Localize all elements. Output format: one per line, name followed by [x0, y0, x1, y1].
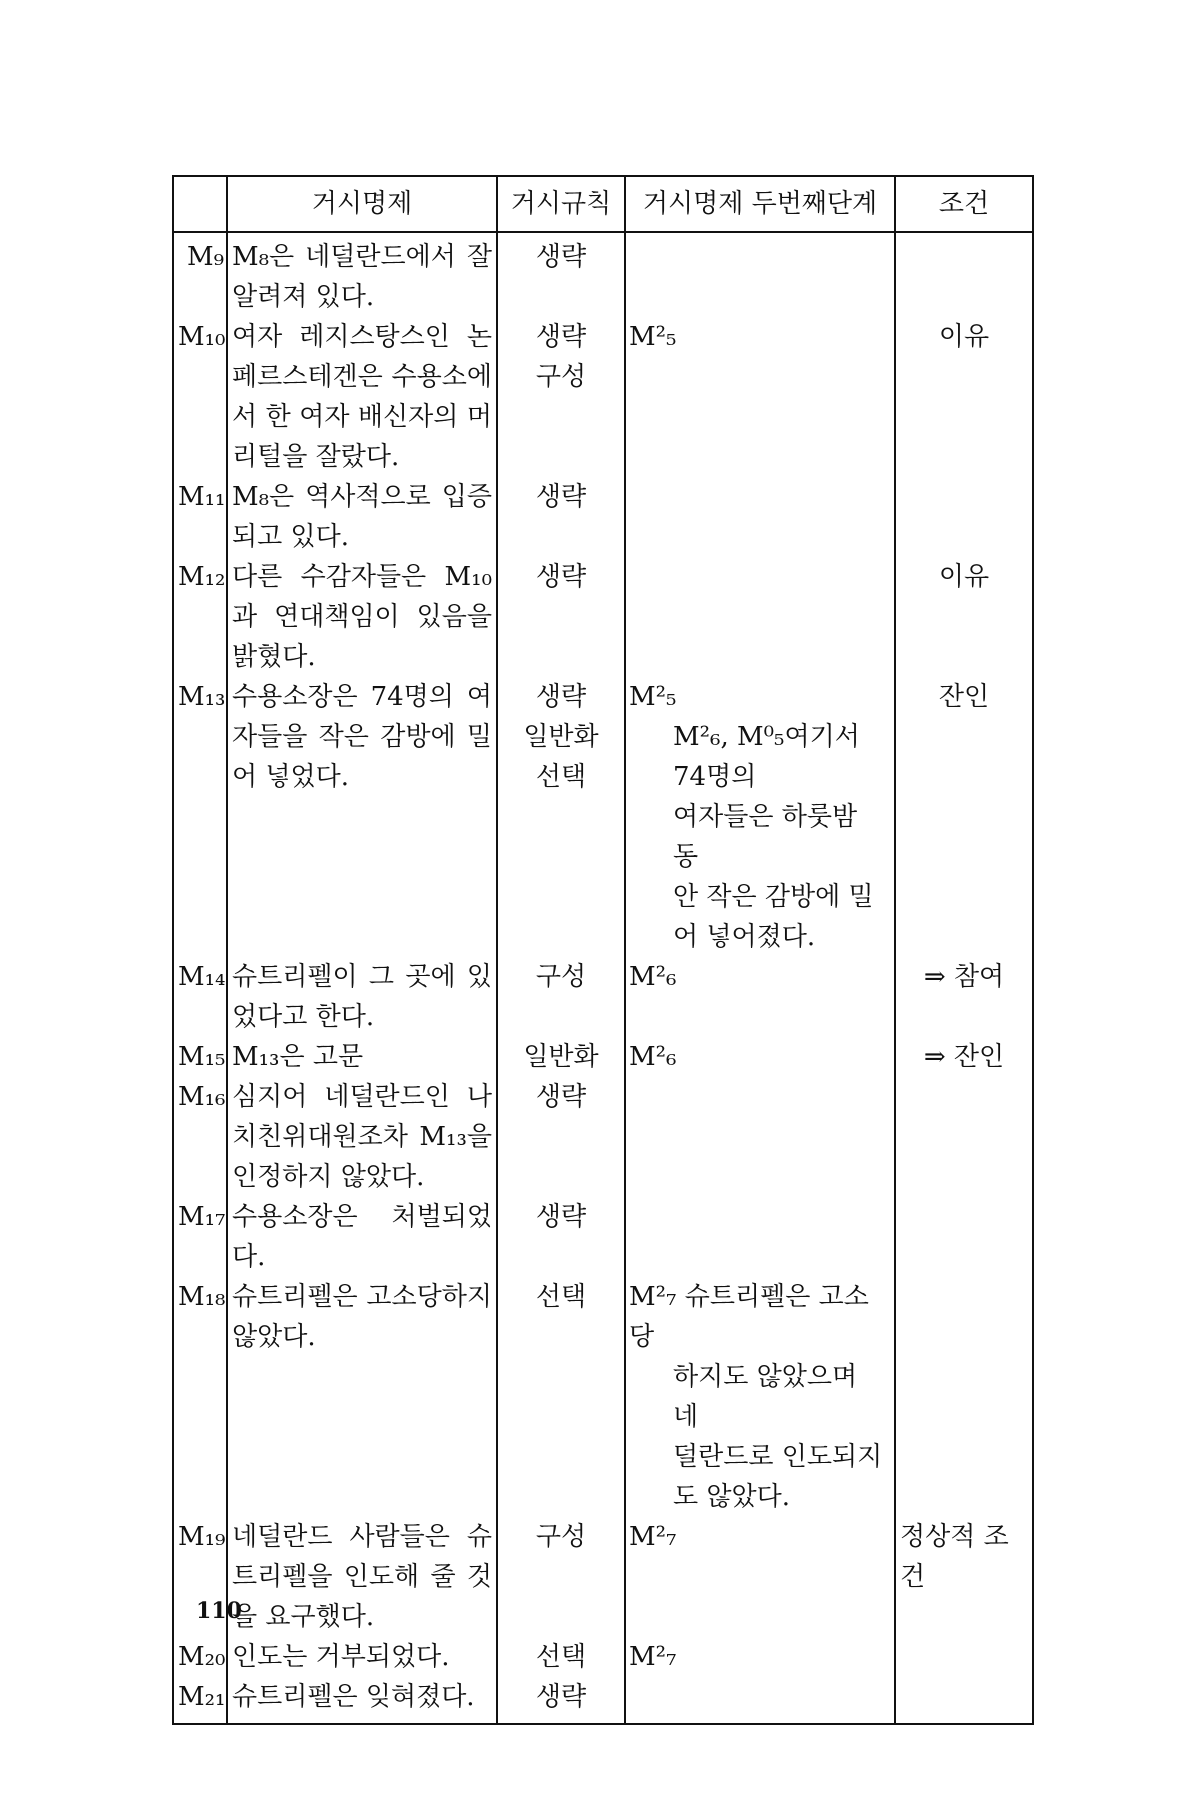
- macrostructure-table: [172, 175, 1034, 1725]
- row-id: M₁₆: [173, 1077, 227, 1197]
- row-second-stage: [625, 1077, 895, 1197]
- second-stage-line: M²₇: [629, 1522, 677, 1552]
- row-id: M₁₀: [173, 317, 227, 477]
- row-proposition: 슈트리펠은 고소당하지 않았다.: [227, 1277, 497, 1517]
- row-rules: [497, 557, 625, 677]
- table-row: [173, 1517, 1033, 1637]
- row-rules: [497, 317, 625, 477]
- page-number: 110: [196, 1598, 242, 1624]
- rule-item: 선택: [535, 1282, 587, 1312]
- rule-item: 생략: [535, 1082, 587, 1112]
- row-condition: ⇒ 잔인: [895, 1037, 1033, 1077]
- rule-item: 생략: [535, 1682, 587, 1712]
- table-row: [173, 677, 1033, 957]
- row-id: M₁₈: [173, 1277, 227, 1517]
- table-row: [173, 1277, 1033, 1517]
- row-proposition: M₈은 역사적으로 입증되고 있다.: [227, 477, 497, 557]
- row-id: M₂₁: [173, 1677, 227, 1724]
- row-condition: 이유: [895, 557, 1033, 677]
- table-row: [173, 1197, 1033, 1277]
- row-second-stage: [625, 232, 895, 317]
- row-second-stage: [625, 1517, 895, 1637]
- second-stage-line: 여자들은 하룻밤 동: [673, 802, 858, 872]
- row-second-stage: [625, 957, 895, 1037]
- rule-item: 생략: [535, 562, 587, 592]
- row-id: M₁₇: [173, 1197, 227, 1277]
- rule-item: 선택: [535, 762, 587, 792]
- row-rules: [497, 1197, 625, 1277]
- second-stage-line: 어 넣어졌다.: [673, 922, 816, 952]
- row-rules: [497, 232, 625, 317]
- rule-item: 생략: [535, 322, 587, 352]
- row-condition: [895, 232, 1033, 317]
- table-row: [173, 957, 1033, 1037]
- row-condition: 잔인: [895, 677, 1033, 957]
- row-rules: [497, 677, 625, 957]
- second-stage-line: M²₆, M⁰₅여기서 74명의: [673, 722, 860, 792]
- row-rules: [497, 1637, 625, 1677]
- row-proposition: 인도는 거부되었다.: [227, 1637, 497, 1677]
- row-second-stage: [625, 677, 895, 957]
- second-stage-line: M²₆: [629, 1042, 677, 1072]
- table-row: [173, 1637, 1033, 1677]
- rule-item: 생략: [535, 1202, 587, 1232]
- row-proposition: M₁₃은 고문: [227, 1037, 497, 1077]
- rule-item: 일반화: [523, 1042, 599, 1072]
- second-stage-line: 하지도 않았으며 네: [673, 1362, 858, 1432]
- row-second-stage: [625, 317, 895, 477]
- row-proposition: 슈트리펠은 잊혀졌다.: [227, 1677, 497, 1724]
- row-proposition: M₈은 네덜란드에서 잘 알려져 있다.: [227, 232, 497, 317]
- row-id: M₁₁: [173, 477, 227, 557]
- header-rule: 거시규칙: [497, 176, 625, 232]
- row-proposition: 수용소장은 처벌되었다.: [227, 1197, 497, 1277]
- rule-item: 선택: [535, 1642, 587, 1672]
- row-second-stage: [625, 1677, 895, 1724]
- row-id: M₂₀: [173, 1637, 227, 1677]
- row-second-stage: [625, 1037, 895, 1077]
- row-rules: [497, 1077, 625, 1197]
- rule-item: 생략: [535, 242, 587, 272]
- table-row: [173, 317, 1033, 477]
- second-stage-line: 안 작은 감방에 밀: [673, 882, 874, 912]
- row-rules: [497, 1677, 625, 1724]
- second-stage-line: 도 않았다.: [673, 1482, 790, 1512]
- row-rules: [497, 957, 625, 1037]
- row-proposition: 심지어 네덜란드인 나치친위대원조차 M₁₃을 인정하지 않았다.: [227, 1077, 497, 1197]
- header-condition: 조건: [895, 176, 1033, 232]
- row-proposition: 다른 수감자들은 M₁₀과 연대책임이 있음을 밝혔다.: [227, 557, 497, 677]
- rule-item: 구성: [535, 362, 587, 392]
- row-condition: ⇒ 참여: [895, 957, 1033, 1037]
- second-stage-line: M²₇: [629, 1642, 677, 1672]
- row-id: M₁₂: [173, 557, 227, 677]
- row-second-stage: [625, 1197, 895, 1277]
- row-second-stage: [625, 1637, 895, 1677]
- table-row: [173, 1677, 1033, 1724]
- header-id: [173, 176, 227, 232]
- row-second-stage: [625, 557, 895, 677]
- second-stage-line: M²₅: [629, 322, 677, 352]
- row-condition: [895, 477, 1033, 557]
- row-id: M₁₉: [173, 1517, 227, 1637]
- second-stage-line: M²₆: [629, 962, 677, 992]
- row-id: M₉: [173, 232, 227, 317]
- rule-item: 생략: [535, 482, 587, 512]
- second-stage-line: M²₇ 슈트리펠은 고소당: [629, 1282, 869, 1352]
- rule-item: 구성: [535, 962, 587, 992]
- table-row: [173, 477, 1033, 557]
- row-rules: [497, 1037, 625, 1077]
- rule-item: 생략: [535, 682, 587, 712]
- table-header-row: [173, 176, 1033, 232]
- row-condition: [895, 1277, 1033, 1517]
- header-second-stage: 거시명제 두번째단계: [625, 176, 895, 232]
- row-id: M₁₅: [173, 1037, 227, 1077]
- row-proposition: 수용소장은 74명의 여자들을 작은 감방에 밀어 넣었다.: [227, 677, 497, 957]
- row-id: M₁₃: [173, 677, 227, 957]
- row-proposition: 슈트리펠이 그 곳에 있었다고 한다.: [227, 957, 497, 1037]
- row-id: M₁₄: [173, 957, 227, 1037]
- row-proposition: 여자 레지스탕스인 논 페르스테겐은 수용소에서 한 여자 배신자의 머리털을 잘랐다.: [227, 317, 497, 477]
- row-condition: [895, 1637, 1033, 1677]
- row-condition: [895, 1677, 1033, 1724]
- row-rules: [497, 1517, 625, 1637]
- row-rules: [497, 1277, 625, 1517]
- table-row: [173, 557, 1033, 677]
- row-second-stage: [625, 1277, 895, 1517]
- table-row: [173, 232, 1033, 317]
- row-condition: 정상적 조건: [895, 1517, 1033, 1637]
- rule-item: 구성: [535, 1522, 587, 1552]
- row-second-stage: [625, 477, 895, 557]
- row-condition: [895, 1197, 1033, 1277]
- table-row: [173, 1077, 1033, 1197]
- table-body: [173, 232, 1033, 1724]
- row-rules: [497, 477, 625, 557]
- second-stage-line: 덜란드로 인도되지: [673, 1442, 883, 1472]
- header-proposition: 거시명제: [227, 176, 497, 232]
- row-proposition: 네덜란드 사람들은 슈트리펠을 인도해 줄 것을 요구했다.: [227, 1517, 497, 1637]
- row-condition: 이유: [895, 317, 1033, 477]
- rule-item: 일반화: [523, 722, 599, 752]
- table-row: [173, 1037, 1033, 1077]
- second-stage-line: M²₅: [629, 682, 677, 712]
- row-condition: [895, 1077, 1033, 1197]
